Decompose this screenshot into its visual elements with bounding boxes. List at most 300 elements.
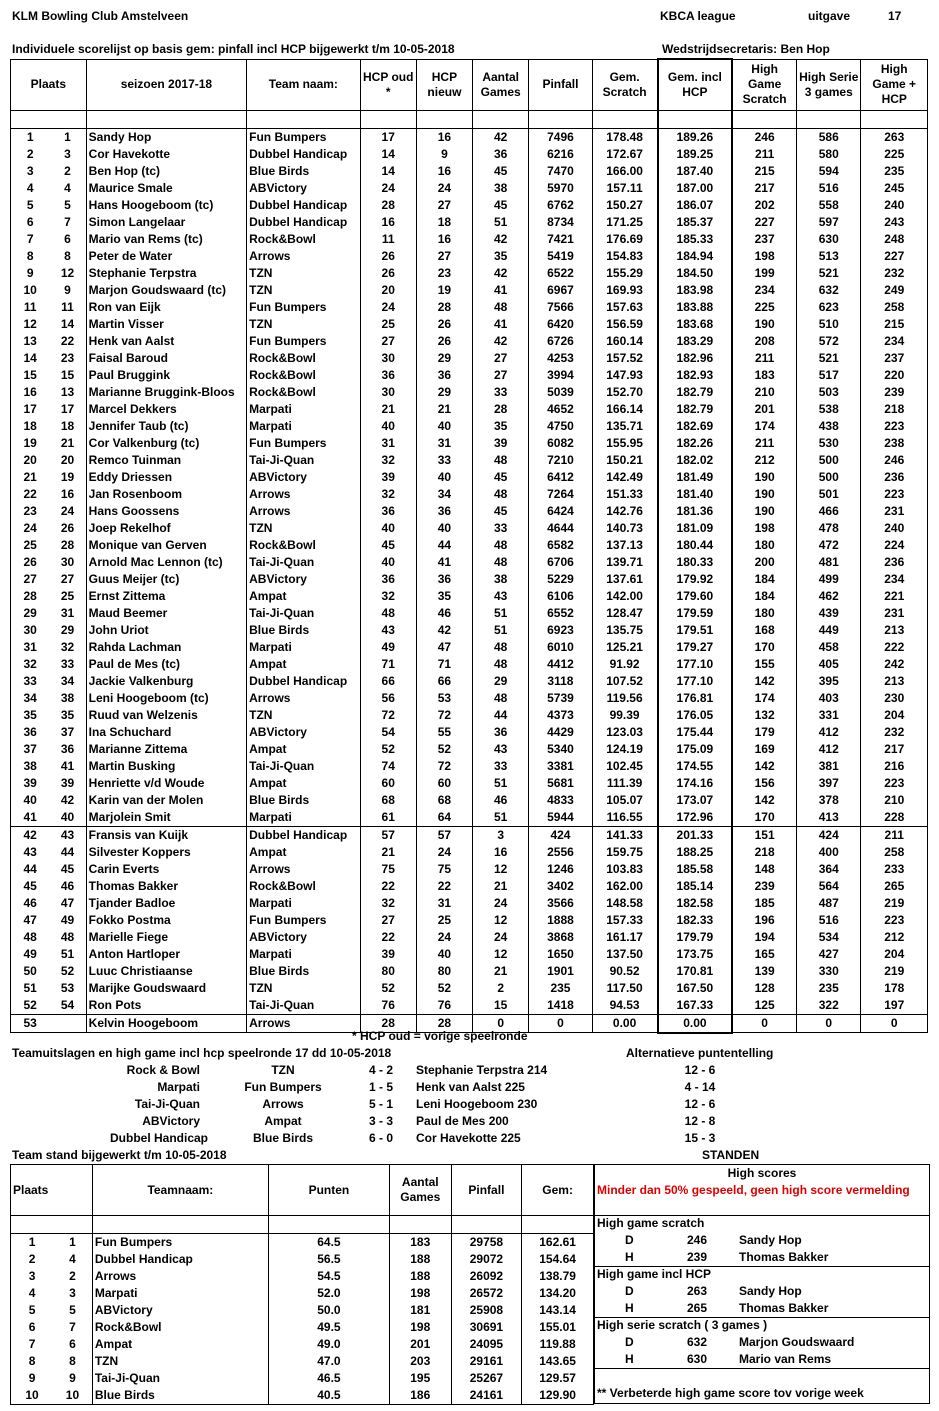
high-game: 190 (732, 486, 796, 503)
high-game-hcp: 228 (861, 809, 928, 827)
pinfall: 0 (529, 1014, 592, 1033)
rank: 47 (11, 912, 50, 929)
table-row (11, 895, 928, 912)
high-serie: 499 (797, 571, 861, 588)
team-name: Arrows (247, 861, 360, 878)
gem-scratch: 159.75 (606, 844, 643, 859)
gem-scratch: 157.11 (606, 180, 643, 195)
player-name: Peter de Water (86, 248, 246, 265)
player-name: Fokko Postma (86, 912, 246, 929)
rank: 5 (11, 197, 50, 214)
prev-rank: 2 (53, 1268, 92, 1285)
rank: 7 (11, 1336, 54, 1353)
hcp-nieuw: 44 (416, 537, 472, 554)
team-name: TZN (92, 1353, 268, 1370)
average: 154.64 (522, 1251, 594, 1268)
high-game-hcp: 221 (861, 588, 928, 605)
prev-rank: 28 (49, 537, 86, 554)
high-game-hcp: 225 (861, 146, 928, 163)
hcp-nieuw: 72 (416, 707, 472, 724)
gem-scratch: 156.59 (606, 316, 643, 331)
player-name: Paul Bruggink (86, 367, 246, 384)
rank: 26 (11, 554, 50, 571)
prev-rank: 39 (49, 775, 86, 792)
high-game-player: Henk van Aalst 225 (416, 1080, 525, 1094)
pinfall: 8734 (529, 214, 592, 231)
pinfall: 7421 (529, 231, 592, 248)
rank: 15 (11, 367, 50, 384)
prev-rank: 51 (49, 946, 86, 963)
rank: 37 (11, 741, 50, 758)
player-name: Sandy Hop (86, 128, 246, 146)
points: 46.5 (268, 1370, 389, 1387)
rank: 18 (11, 418, 50, 435)
high-serie: 597 (797, 214, 861, 231)
gem-hcp: 172.96 (658, 809, 733, 827)
hcp-oud: 56 (360, 690, 416, 707)
high-game: 237 (732, 231, 796, 248)
rank: 34 (11, 690, 50, 707)
games: 27 (473, 367, 529, 384)
high-game-hcp: 245 (861, 180, 928, 197)
rank: 25 (11, 537, 50, 554)
games: 48 (473, 656, 529, 673)
rank: 42 (11, 826, 50, 844)
gem-scratch: 152.70 (606, 384, 643, 399)
prev-rank (49, 1014, 86, 1033)
table-row (11, 997, 928, 1015)
team-name: Dubbel Handicap (247, 146, 360, 163)
pinfall: 6412 (529, 469, 592, 486)
hcp-oud: 22 (360, 878, 416, 895)
hcp-nieuw: 80 (416, 963, 472, 980)
high-game-hcp: 219 (861, 963, 928, 980)
table-row (11, 1319, 594, 1336)
rank: 17 (11, 401, 50, 418)
rank: 2 (11, 1251, 54, 1268)
team-name: Arrows (247, 486, 360, 503)
pinfall: 6967 (529, 282, 592, 299)
rank: 13 (11, 333, 50, 350)
high-serie: 503 (797, 384, 861, 401)
high-game: 211 (732, 350, 796, 367)
high-serie: 632 (797, 282, 861, 299)
games: 21 (473, 963, 529, 980)
games: 48 (473, 486, 529, 503)
high-serie: 481 (797, 554, 861, 571)
rank: 1 (11, 128, 50, 146)
pinfall: 5419 (529, 248, 592, 265)
hcp-nieuw: 41 (416, 554, 472, 571)
player-name: Mario van Rems (tc) (86, 231, 246, 248)
games: 48 (473, 690, 529, 707)
hcp-oud: 45 (360, 537, 416, 554)
pinfall: 6552 (529, 605, 592, 622)
games: 12 (473, 946, 529, 963)
hcp-nieuw: 16 (416, 231, 472, 248)
high-game-hcp: 235 (861, 163, 928, 180)
gem-hcp: 182.26 (658, 435, 733, 452)
team-name: Fun Bumpers (247, 299, 360, 316)
points: 50.0 (268, 1302, 389, 1319)
average: 119.88 (522, 1336, 594, 1353)
gem-scratch: 0.00 (592, 1014, 657, 1033)
hcp-nieuw: 27 (416, 197, 472, 214)
prev-rank: 32 (49, 639, 86, 656)
table-row (11, 571, 928, 588)
high-scores-note: ** Verbeterde high game score tov vorige week (597, 1386, 864, 1400)
player-name: Thomas Bakker (86, 878, 246, 895)
high-game-hcp: 238 (861, 435, 928, 452)
high-game-hcp: 249 (861, 282, 928, 299)
points: 64.5 (268, 1234, 389, 1252)
team-name: Fun Bumpers (247, 333, 360, 350)
high-game: 212 (732, 452, 796, 469)
high-serie: 439 (797, 605, 861, 622)
pinfall: 7470 (529, 163, 592, 180)
games: 46 (473, 792, 529, 809)
team-name: TZN (247, 316, 360, 333)
match-score: 4 - 2 (368, 1063, 393, 1077)
gem-hcp: 185.37 (658, 214, 733, 231)
rank: 38 (11, 758, 50, 775)
pinfall: 5229 (529, 571, 592, 588)
high-serie: 424 (797, 826, 861, 844)
team-name: Rock&Bowl (92, 1319, 268, 1336)
pinfall: 24095 (451, 1336, 522, 1353)
pinfall: 6582 (529, 537, 592, 554)
player-name: Marjolein Smit (86, 809, 246, 827)
team-name: Tai-Ji-Quan (247, 605, 360, 622)
high-game: 218 (732, 844, 796, 861)
table-row (11, 690, 928, 707)
pinfall: 7496 (529, 128, 592, 146)
prev-rank: 17 (49, 401, 86, 418)
high-serie: 501 (797, 486, 861, 503)
club-name: KLM Bowling Club Amstelveen (12, 9, 189, 23)
high-game-hcp: 227 (861, 248, 928, 265)
player-name: Karin van der Molen (86, 792, 246, 809)
rank: 16 (11, 384, 50, 401)
gem-scratch: 151.33 (606, 486, 643, 501)
team-standings-title: Team stand bijgewerkt t/m 10-05-2018 (12, 1148, 227, 1162)
rank: 46 (11, 895, 50, 912)
high-game: 190 (732, 316, 796, 333)
prev-rank: 29 (49, 622, 86, 639)
pinfall: 1650 (529, 946, 592, 963)
rank: 9 (11, 1370, 54, 1387)
gem-scratch: 142.49 (606, 469, 643, 484)
gem-hcp: 183.98 (658, 282, 733, 299)
table-row (11, 707, 928, 724)
team-name: Rock&Bowl (247, 537, 360, 554)
prev-rank: 44 (49, 844, 86, 861)
team-name: Arrows (247, 248, 360, 265)
high-game: 211 (732, 435, 796, 452)
gem-scratch: 166.14 (606, 401, 643, 416)
gender-label: D (625, 1284, 634, 1298)
alt-points: 12 - 6 (684, 1063, 716, 1077)
hcp-nieuw: 31 (416, 895, 472, 912)
hcp-oud: 54 (360, 724, 416, 741)
high-game-hcp: 223 (861, 912, 928, 929)
games: 35 (473, 418, 529, 435)
away-team: TZN (271, 1063, 295, 1077)
games: 195 (389, 1370, 451, 1387)
table-row (11, 639, 928, 656)
high-game-hcp: 215 (861, 316, 928, 333)
player-name: Carin Everts (86, 861, 246, 878)
prev-rank: 21 (49, 435, 86, 452)
pinfall: 235 (529, 980, 592, 997)
high-scores-title: High scores (727, 1166, 797, 1180)
hcp-nieuw: 33 (416, 452, 472, 469)
team-name: Arrows (92, 1268, 268, 1285)
gem-hcp: 176.05 (658, 707, 733, 724)
gem-hcp: 187.40 (658, 163, 733, 180)
player-name: Jan Rosenboom (86, 486, 246, 503)
table-row (11, 469, 928, 486)
away-team: Arrows (262, 1097, 304, 1111)
hcp-oud: 26 (360, 265, 416, 282)
gem-hcp: 181.09 (658, 520, 733, 537)
gem-scratch: 155.29 (606, 265, 643, 280)
prev-rank: 8 (49, 248, 86, 265)
gem-scratch: 150.21 (606, 452, 643, 467)
average: 162.61 (522, 1234, 594, 1252)
pinfall: 4750 (529, 418, 592, 435)
games: 183 (389, 1234, 451, 1252)
table-row (11, 435, 928, 452)
alt-points: 12 - 6 (684, 1097, 716, 1111)
header-high-serie: High Serie 3 games (797, 59, 861, 110)
hcp-oud: 21 (360, 844, 416, 861)
hcp-nieuw: 34 (416, 486, 472, 503)
gem-hcp: 180.33 (658, 554, 733, 571)
games: 188 (389, 1251, 451, 1268)
table-row (11, 1234, 594, 1252)
section-divider (595, 1368, 929, 1369)
hcp-oud: 71 (360, 656, 416, 673)
high-serie: 378 (797, 792, 861, 809)
hcp-nieuw: 23 (416, 265, 472, 282)
team-name: Dubbel Handicap (247, 826, 360, 844)
high-serie: 516 (797, 912, 861, 929)
gem-hcp: 173.75 (658, 946, 733, 963)
pinfall: 4833 (529, 792, 592, 809)
high-serie: 412 (797, 741, 861, 758)
player-name: Marijke Goudswaard (86, 980, 246, 997)
high-game: 142 (732, 673, 796, 690)
high-serie: 630 (797, 231, 861, 248)
player-name: Arnold Mac Lennon (tc) (86, 554, 246, 571)
average: 134.20 (522, 1285, 594, 1302)
table-row (11, 1353, 594, 1370)
gem-scratch: 141.33 (592, 826, 657, 844)
high-game: 217 (732, 180, 796, 197)
gem-hcp: 167.33 (658, 997, 733, 1015)
points: 49.5 (268, 1319, 389, 1336)
team-name: Dubbel Handicap (247, 197, 360, 214)
pinfall: 5681 (529, 775, 592, 792)
table-row (11, 163, 928, 180)
high-game: 151 (732, 826, 796, 844)
player-name: Monique van Gerven (86, 537, 246, 554)
high-game-hcp: 234 (861, 333, 928, 350)
rank: 6 (11, 214, 50, 231)
hcp-oud: 21 (360, 401, 416, 418)
gem-hcp: 182.02 (658, 452, 733, 469)
games: 16 (473, 844, 529, 861)
gem-scratch: 137.13 (606, 537, 643, 552)
high-game-hcp: 240 (861, 520, 928, 537)
hcp-oud: 32 (360, 452, 416, 469)
high-serie: 580 (797, 146, 861, 163)
player-name: Ruud van Welzenis (86, 707, 246, 724)
gem-hcp: 177.10 (658, 656, 733, 673)
high-game: 180 (732, 605, 796, 622)
prev-rank: 35 (49, 707, 86, 724)
hcp-nieuw: 60 (416, 775, 472, 792)
gem-hcp: 185.33 (658, 231, 733, 248)
pinfall: 6762 (529, 197, 592, 214)
team-name: TZN (247, 980, 360, 997)
table-row (11, 231, 928, 248)
hcp-oud: 32 (360, 895, 416, 912)
hcp-oud: 26 (360, 248, 416, 265)
player-name: Anton Hartloper (86, 946, 246, 963)
gem-scratch: 90.52 (609, 963, 640, 978)
high-game-hcp: 234 (861, 571, 928, 588)
home-team: Rock & Bowl (126, 1063, 200, 1077)
hcp-oud: 40 (360, 520, 416, 537)
team-name: Blue Birds (247, 163, 360, 180)
high-game: 227 (732, 214, 796, 231)
prev-rank: 12 (49, 265, 86, 282)
gem-scratch: 111.39 (606, 775, 643, 790)
team-name: Ampat (247, 844, 360, 861)
high-game: 142 (732, 758, 796, 775)
gem-hcp: 182.93 (658, 367, 733, 384)
rank: 19 (11, 435, 50, 452)
pinfall: 6522 (529, 265, 592, 282)
high-score-section-title: High game scratch (597, 1216, 705, 1230)
high-game: 179 (732, 724, 796, 741)
high-game-player: Cor Havekotte 225 (416, 1131, 521, 1145)
points: 40.5 (268, 1387, 389, 1405)
high-game-player: Stephanie Terpstra 214 (416, 1063, 548, 1077)
rank: 12 (11, 316, 50, 333)
table-row (11, 554, 928, 571)
high-game-hcp: 197 (861, 997, 928, 1015)
gem-hcp: 185.14 (658, 878, 733, 895)
rank: 48 (11, 929, 50, 946)
hcp-nieuw: 22 (416, 878, 472, 895)
rank: 4 (11, 1285, 54, 1302)
high-game: 148 (732, 861, 796, 878)
hcp-nieuw: 40 (416, 946, 472, 963)
player-name: Ernst Zittema (86, 588, 246, 605)
hcp-oud: 14 (360, 146, 416, 163)
pinfall: 3566 (529, 895, 592, 912)
pinfall: 26092 (451, 1268, 522, 1285)
average: 129.90 (522, 1387, 594, 1405)
player-name: Henriette v/d Woude (86, 775, 246, 792)
gem-hcp: 170.81 (658, 963, 733, 980)
high-game: 215 (732, 163, 796, 180)
rank: 9 (11, 265, 50, 282)
games: 45 (473, 197, 529, 214)
games: 0 (473, 1014, 529, 1033)
high-serie: 400 (797, 844, 861, 861)
games: 48 (473, 452, 529, 469)
high-game-hcp: 237 (861, 350, 928, 367)
team-name: Blue Birds (247, 622, 360, 639)
team-name: Tai-Ji-Quan (247, 758, 360, 775)
games: 39 (473, 435, 529, 452)
player-name: Guus Meijer (tc) (86, 571, 246, 588)
high-game-hcp: 231 (861, 605, 928, 622)
score-value: 263 (687, 1284, 708, 1298)
pinfall: 6082 (529, 435, 592, 452)
prev-rank: 6 (49, 231, 86, 248)
team-name: Tai-Ji-Quan (247, 452, 360, 469)
high-game: 128 (732, 980, 796, 997)
team-name: Ampat (247, 775, 360, 792)
player-name: Maurice Smale (86, 180, 246, 197)
player-name: Marjon Goudswaard (tc) (86, 282, 246, 299)
pinfall: 1418 (529, 997, 592, 1015)
table-row (11, 1268, 594, 1285)
pinfall: 29072 (451, 1251, 522, 1268)
rank: 23 (11, 503, 50, 520)
hcp-oud: 32 (360, 486, 416, 503)
high-serie: 478 (797, 520, 861, 537)
average: 143.65 (522, 1353, 594, 1370)
hcp-oud: 27 (360, 912, 416, 929)
gem-hcp: 189.25 (658, 146, 733, 163)
high-game-hcp: 212 (861, 929, 928, 946)
hcp-nieuw: 26 (416, 316, 472, 333)
prev-rank: 5 (49, 197, 86, 214)
rank: 22 (11, 486, 50, 503)
points: 56.5 (268, 1251, 389, 1268)
rank: 3 (11, 1268, 54, 1285)
home-team: Tai-Ji-Quan (134, 1097, 200, 1111)
high-game-hcp: 246 (861, 452, 928, 469)
gender-label: H (625, 1250, 634, 1264)
player-name: Martin Busking (86, 758, 246, 775)
games: 33 (473, 520, 529, 537)
rank: 20 (11, 452, 50, 469)
rank: 10 (11, 282, 50, 299)
table-row (11, 912, 928, 929)
prev-rank: 23 (49, 350, 86, 367)
team-name: ABVictory (247, 469, 360, 486)
gem-scratch: 150.27 (606, 197, 643, 212)
player-name: Kelvin Hoogeboom (86, 1014, 246, 1033)
pinfall: 7264 (529, 486, 592, 503)
games: 21 (473, 878, 529, 895)
pinfall: 29161 (451, 1353, 522, 1370)
prev-rank: 27 (49, 571, 86, 588)
games: 201 (389, 1336, 451, 1353)
rank: 49 (11, 946, 50, 963)
pinfall: 6216 (529, 146, 592, 163)
rank: 32 (11, 656, 50, 673)
gem-hcp: 187.00 (658, 180, 733, 197)
hcp-oud: 28 (360, 197, 416, 214)
